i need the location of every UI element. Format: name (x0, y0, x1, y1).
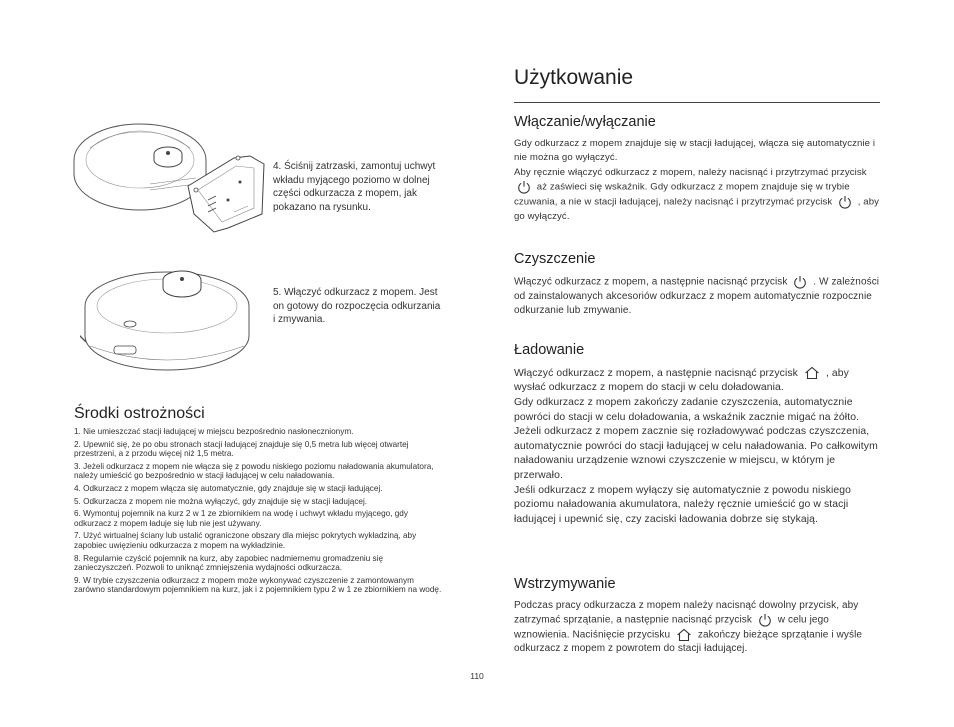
onoff-paragraph-1: Gdy odkurzacz z mopem znajduje się w stacji ładującej, włącza się automatycznie i nie można go wyłączyć. (514, 138, 876, 164)
onoff-text-a: Aby ręcznie włączyć odkurzacz z mopem, należy nacisnąć i przytrzymać przycisk (514, 166, 867, 178)
onoff-text (514, 137, 880, 225)
precaution-item: 5. Odkurzacza z mopem nie można wyłączyć, gdy znajduje się w stacji ładującej. (74, 496, 368, 506)
precaution-item: 7. Użyć wirtualnej ściany lub ustalić ograniczone obszary dla miejsc pokrytych wykładziną, aby zapobiec uwięzieniu odkurzacza z mopem na wykładzinie. (74, 531, 417, 550)
page-number: 110 (470, 671, 484, 681)
step-5-text: 5. Włączyć odkurzacz z mopem. Jest on gotowy do rozpoczęcia odkurzania i zmywania. (273, 287, 441, 325)
charging-paragraph-3: Jeżeli odkurzacz z mopem zacznie się rozładowywać podczas czyszczenia, automatycznie powróci do stacji ładującej w celu naładowania. Po całkowitym naładowaniu urządzenie wznowi czyszczenie w miejscu, w którym je przerwało. (514, 426, 878, 481)
cleaning-text-b: . W zależności od zainstalowanych akcesoriów odkurzacz z mopem automatycznie rozpocznie odkurzanie lub zmywanie. (514, 276, 880, 316)
step-4-text: 4. Ściśnij zatrzaski, zamontuj uchwyt wkładu myjącego poziomo w dolnej części odkurzacza z mopem, jak pokazano na rysunku. (273, 161, 436, 213)
precaution-item: 6. Wymontuj pojemnik na kurz 2 w 1 ze zbiornikiem na wodę i uchwyt wkładu myjącego, gdy odkurzacz z mopem ładuje się lub nie jest używany. (74, 509, 408, 528)
onoff-paragraph-2 (514, 166, 880, 225)
precaution-item: 8. Regularnie czyścić pojemnik na kurz, aby zapobiec nadmiernemu gromadzeniu się zanieczyszczeń. Pozwoli to uniknąć zmniejszenia wydajności odkurzacza. (74, 553, 384, 573)
onoff-heading: Włączanie/wyłączanie (514, 114, 656, 130)
pause-heading: Wstrzymywanie (514, 576, 616, 592)
robot-with-mop-holder-illustration (70, 108, 270, 233)
robot-vacuum-illustration (80, 262, 255, 382)
charging-heading: Ładowanie (514, 342, 585, 358)
power-icon (838, 195, 852, 209)
charging-paragraph-4: Jeśli odkurzacz z mopem wyłączy się automatycznie z powodu niskiego poziomu naładowania akumulatora, należy ręcznie umieścić go w stacji ładującej i upewnić się, czy zaciski ładowania dobrze się stykają. (514, 484, 852, 525)
pause-text-b: w celu jego wznowienia. Naciśnięcie przycisku (514, 614, 829, 641)
onoff-text-c: , aby go wyłączyć. (514, 196, 880, 223)
charging-text-a: Włączyć odkurzacz z mopem, a następnie nacisnąć przycisk (514, 367, 798, 379)
onoff-text-b: aż zaświeci się wskaźnik. Gdy odkurzacz z mopem znajduje się w trybie czuwania, a nie w stacji ładującej, należy nacisnąć i przytrzymać przycisk (514, 181, 850, 208)
precautions-list (74, 427, 442, 598)
pause-text (514, 599, 880, 656)
charging-paragraph-2: Gdy odkurzacz z mopem zakończy zadanie czyszczenia, automatycznie powróci do stacji w celu doładowania, a wskaźnik zacznie migać na żółto. (514, 396, 860, 423)
home-icon (804, 366, 820, 380)
cleaning-heading: Czyszczenie (514, 251, 596, 267)
power-icon (793, 275, 807, 289)
power-icon (517, 180, 531, 194)
title-divider (514, 102, 880, 103)
pause-text-a: Podczas pracy odkurzacza z mopem należy nacisnąć dowolny przycisk, aby zatrzymać sprzątanie, a następnie nacisnąć przycisk (514, 600, 859, 626)
pause-text-c: zakończy bieżące sprzątanie i wyśle odkurzacz z mopem z powrotem do stacji ładującej. (514, 629, 863, 655)
cleaning-text-a: Włączyć odkurzacz z mopem, a następnie nacisnąć przycisk (514, 276, 788, 288)
power-icon (758, 613, 772, 627)
charging-text-b: , aby wysłać odkurzacz z mopem do stacji w celu doładowania. (514, 367, 849, 394)
precaution-item: 9. W trybie czyszczenia odkurzacz z mopem może wykonywać czyszczenie z zamontowanym zarówno standardowym pojemnikiem na kurz, jak i z pojemnikiem typu 2 w 1 ze zbiornikiem na wodę. (74, 575, 442, 595)
cleaning-text (514, 275, 880, 318)
precautions-heading: Środki ostrożności (74, 405, 205, 422)
precaution-item: 2. Upewnić się, że po obu stronach stacji ładującej znajduje się 0,5 metra lub więcej otwartej przestrzeni, a z przodu więcej niż 1,5 metra. (74, 439, 409, 459)
page-title: Użytkowanie (514, 66, 634, 89)
precaution-item: 3. Jeżeli odkurzacz z mopem nie włącza się z powodu niskiego poziomu naładowania akumulatora, należy umieścić go bezpośrednio w stacji ładującej w celu naładowania. (74, 461, 434, 481)
precaution-item: 4. Odkurzacz z mopem włącza się automatycznie, gdy znajduje się w stacji ładującej. (74, 483, 383, 493)
precaution-item: 1. Nie umieszczać stacji ładującej w miejscu bezpośrednio nasłonecznionym. (74, 427, 354, 436)
home-icon (676, 628, 692, 642)
charging-text (514, 366, 880, 527)
